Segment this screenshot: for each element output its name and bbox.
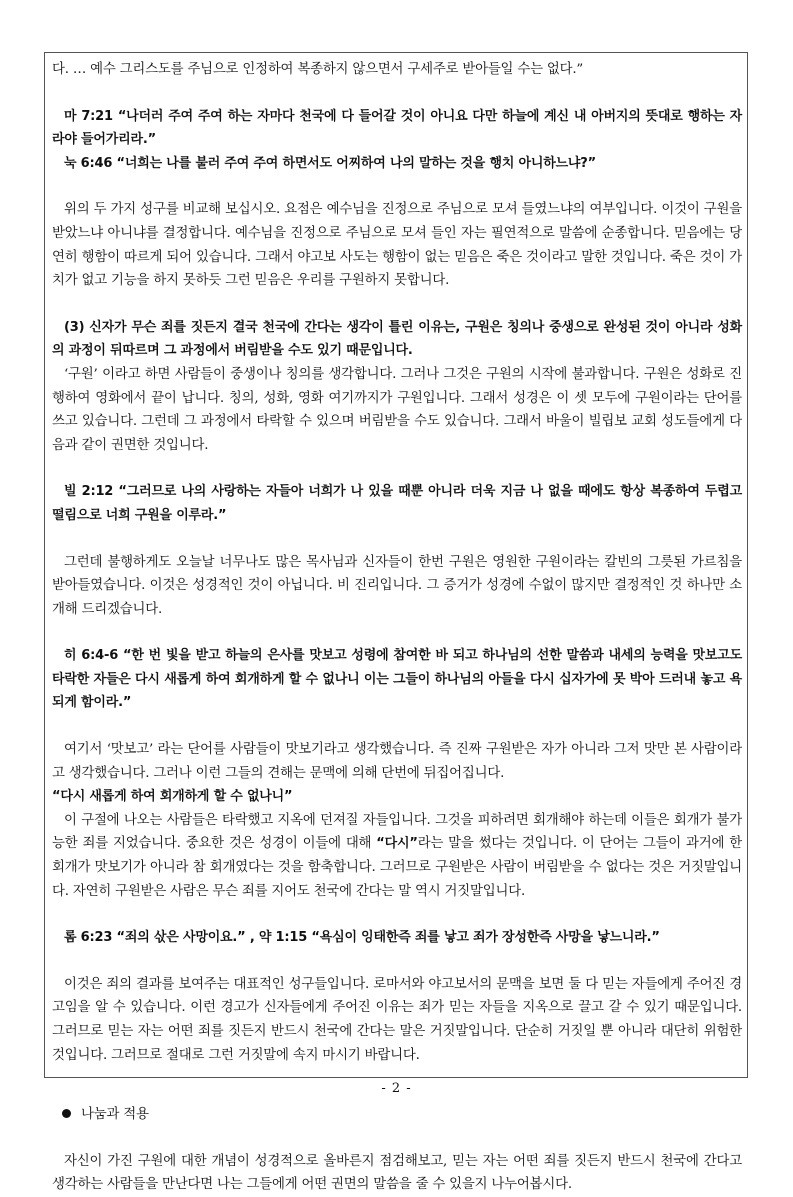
verse-hebrews-6-4-6: 히 6:4-6 “한 번 빛을 받고 하늘의 은사를 맛보고 성령에 참여한 바 되고 하나님의 선한 말씀과 내세의 능력을 맛보고도 타락한 자들은 다시 새롭게 하여 회개하게 할 수 없나니 이는 그들이 하나님의 아들을 다시 십자가에 못 박아 드러내 놓고 욕되게 함이라.”	[52, 648, 742, 711]
paragraph-again-text-a: 이 구절에 나오는 사람들은 타락했고 지옥에 던져질 자들입니다. 그것을 피하려면 회개해야 하는데 이들은 회개가 불가능한 죄를 지었습니다. 중요한 것은 성경이 이들에 대해	[52, 812, 742, 852]
paragraph-tasted: 여기서 ‘맛보고’ 라는 단어를 사람들이 맛보기라고 생각했습니다. 즉 진짜 구원받은 자가 아니라 그저 맛만 본 사람이라고 생각했습니다. 그러나 이런 그들의 견해는 문맥에 의해 단번에 뒤집어집니다.	[52, 742, 742, 781]
paragraph-warning: 이것은 죄의 결과를 보여주는 대표적인 성구들입니다. 로마서와 야고보서의 문맥을 보면 둘 다 믿는 자들에게 주어진 경고임을 알 수 있습니다. 이런 경고가 신자들에게 주어진 이유는 죄가 믿는 자들을 지옥으로 끌고 갈 수 있기 때문입니다. 그러므로 믿는 자는 어떤 죄를 짓든지 반드시 천국에 간다는 말은 거짓말입니다. 단순히 거짓일 뿐 아니라 대단히 위험한 것입니다. 그러므로 절대로 그런 거짓말에 속지 마시기 바랍니다.	[52, 976, 742, 1063]
verse-luke-6-46: 눅 6:46 “너희는 나를 불러 주여 주여 하면서도 어찌하여 나의 말하는 것을 행치 아니하느냐?”	[64, 155, 596, 171]
point-3-heading: (3) 신자가 무슨 죄를 짓든지 결국 천국에 간다는 생각이 틀린 이유는, 구원은 칭의나 중생으로 완성된 것이 아니라 성화의 과정이 뒤따르며 그 과정에서 버림받을 수도 있기 때문입니다.	[52, 319, 742, 359]
section-sharing-heading	[52, 1103, 742, 1127]
paragraph-compare-verses: 위의 두 가지 성구를 비교해 보십시오. 요점은 예수님을 진정으로 주님으로 모셔 들였느냐의 여부입니다. 이것이 구원을 받았느냐 아니냐를 결정합니다. 예수님을 진정으로 주님으로 모셔 들인 자는 필연적으로 말씀에 순종합니다. 믿음에는 당연히 행함이 따르게 되어 있습니다. 그래서 야고보 사도는 행함이 없는 믿음은 죽은 것이라고 말한 것입니다. 죽은 것이 가치가 없고 기능을 하지 못하듯 그런 믿음은 우리를 구원하지 못합니다.	[52, 202, 742, 289]
verse-philippians-2-12: 빌 2:12 “그러므로 나의 사랑하는 자들아 너희가 나 있을 때뿐 아니라 더욱 지금 나 없을 때에도 항상 복종하여 두렵고 떨림으로 너희 구원을 이루라.”	[52, 484, 742, 523]
paragraph-salvation-process: ‘구원’ 이라고 하면 사람들이 중생이나 칭의를 생각합니다. 그러나 그것은 구원의 시작에 불과합니다. 구원은 성화로 진행하여 영화에서 끝이 납니다. 칭의, 성화, 영화 여기까지가 구원입니다. 그래서 성경은 이 셋 모두에 구원이라는 단어를 쓰고 있습니다. 그런데 그 과정에서 타락할 수 있으며 버림받을 수도 있습니다. 그래서 바울이 빌립보 교회 성도들에게 다음과 같이 권면한 것입니다.	[52, 366, 742, 453]
bullet-icon	[62, 1109, 71, 1118]
paragraph-again-text-b: 라는 말을 썼다는 것입니다. 이 단어는 그들이 과거에 한 회개가 맛보기가 아니라 참 회개였다는 것을 함축합니다. 그러므로 구원받은 사람이 버림받을 수 없다는 것은 거짓말입니다. 자연히 구원받은 사람은 무슨 죄를 지어도 천국에 간다는 말 역시 거짓말입니다.	[52, 836, 742, 899]
section-sharing-title: 나눔과 적용	[81, 1107, 149, 1123]
quote-cannot-repent: “다시 새롭게 하여 회개하게 할 수 없나니”	[52, 789, 293, 805]
paragraph-application: 자신이 가진 구원에 대한 개념이 성경적으로 올바른지 점검해보고, 믿는 자는 어떤 죄를 짓든지 반드시 천국에 간다고 생각하는 사람들을 만난다면 나는 그들에게 어떤 권면의 말씀을 줄 수 있을지 나누어봅시다.	[52, 1153, 742, 1193]
document-body	[52, 58, 742, 1197]
verse-matthew-7-21: 마 7:21 “나더러 주여 주여 하는 자마다 천국에 다 들어갈 것이 아니요 다만 하늘에 계신 내 아버지의 뜻대로 행하는 자라야 들어가리라.”	[52, 108, 742, 148]
continued-quote-line: 다. … 예수 그리스도를 주님으로 인정하여 복종하지 않으면서 구세주로 받아들일 수는 없다.”	[52, 62, 584, 77]
page-number: - 2 -	[381, 1081, 412, 1096]
verse-romans-james: 롬 6:23 “죄의 삯은 사망이요.” , 약 1:15 “욕심이 잉태한즉 죄를 낳고 죄가 장성한즉 사망을 낳느니라.”	[64, 930, 660, 946]
paragraph-again-word	[52, 809, 742, 903]
word-again-bold: “다시”	[376, 836, 418, 852]
paragraph-calvin-teaching: 그런데 불행하게도 오늘날 너무나도 많은 목사님과 신자들이 한번 구원은 영원한 구원이라는 칼빈의 그릇된 가르침을 받아들였습니다. 이것은 성경적인 것이 아닙니다. 비 진리입니다. 그 증거가 성경에 수없이 많지만 결정적인 것 하나만 소개해 드리겠습니다.	[52, 554, 742, 617]
